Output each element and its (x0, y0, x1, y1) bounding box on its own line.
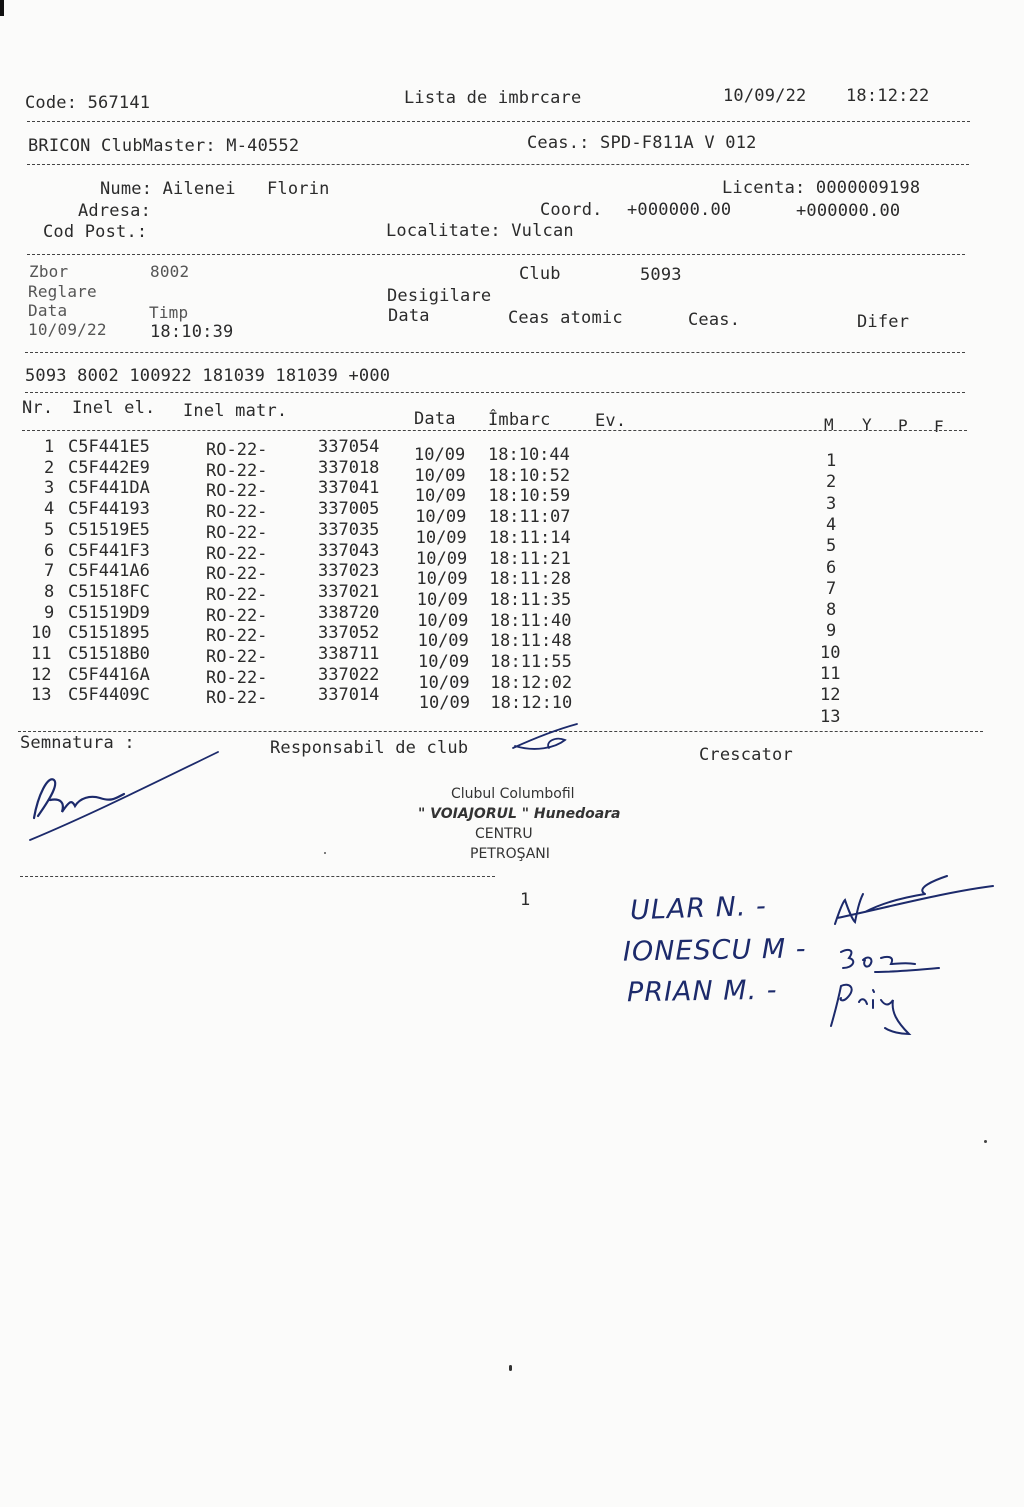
row-inel-matr: 337023 (318, 561, 380, 582)
divider (18, 731, 983, 732)
row-nr: 11 (31, 644, 52, 664)
col-inel-matr: Inel matr. (183, 401, 288, 421)
handwritten-signature-3 (825, 976, 920, 1041)
row-m: 1 (826, 451, 837, 471)
row-boarding-time: 18:12:10 (490, 693, 573, 714)
row-date: 10/09 (415, 507, 467, 528)
row-inel-matr: 337052 (318, 623, 380, 644)
crescator-signature (20, 740, 230, 850)
col-imbarc: Îmbarc (488, 410, 551, 430)
header-date: 10/09/22 (723, 86, 807, 106)
timp-label: Timp (149, 303, 189, 322)
row-nr: 4 (44, 499, 55, 520)
row-nr: 12 (31, 664, 52, 685)
club-stamp-line1: Clubul Columbofil (451, 786, 575, 802)
row-nr: 8 (44, 581, 55, 602)
row-m: 13 (820, 706, 841, 727)
row-inel-matr: 337021 (318, 581, 380, 602)
row-boarding-time: 18:11:21 (489, 548, 571, 569)
row-inel-el: C51519D9 (68, 602, 150, 623)
col-data: Data (414, 409, 456, 429)
row-boarding-time: 18:11:40 (489, 610, 572, 631)
row-m: 12 (820, 685, 841, 706)
paper-speck (324, 852, 326, 854)
row-ring-prefix: RO-22- (206, 502, 268, 523)
table-row (0, 685, 1024, 727)
row-date: 10/09 (418, 693, 470, 714)
row-m: 11 (820, 664, 841, 684)
row-nr: 7 (44, 561, 55, 582)
row-date: 10/09 (417, 631, 469, 652)
zbor-label: Zbor (29, 262, 69, 281)
row-date: 10/09 (414, 445, 466, 465)
row-m: 6 (826, 557, 837, 578)
row-inel-el: C5F441DA (68, 478, 150, 499)
row-inel-el: C5F442E9 (68, 457, 150, 478)
row-inel-matr: 337022 (318, 664, 380, 685)
page-number: 1 (520, 890, 531, 910)
club-stamp-line2: " VOIAJORUL " Hunedoara (418, 806, 621, 822)
row-date: 10/09 (416, 589, 468, 610)
divider (27, 121, 970, 122)
row-date: 10/09 (414, 486, 466, 507)
reglare-time: 18:10:39 (150, 322, 234, 342)
clubmaster-label: BRICON ClubMaster: M-40552 (28, 136, 300, 156)
desigilare-label: Desigilare (387, 286, 492, 306)
row-boarding-time: 18:10:52 (488, 465, 571, 486)
zbor-value: 8002 (150, 262, 190, 281)
header-time: 18:12:22 (846, 86, 930, 106)
handwritten-signature-1 (825, 872, 1000, 932)
row-m: 3 (826, 493, 837, 514)
row-inel-el: C5F44193 (68, 499, 150, 520)
row-date: 10/09 (418, 672, 470, 693)
row-nr: 9 (44, 602, 55, 623)
crescator-label: Crescator (699, 745, 793, 765)
paper-speck (984, 1140, 987, 1143)
paper-speck (509, 1365, 512, 1371)
row-m: 7 (826, 578, 837, 599)
row-m: 10 (820, 642, 841, 663)
reglare-label: Reglare (28, 282, 97, 301)
row-nr: 10 (31, 623, 52, 644)
licenta: Licenta: 0000009198 (722, 178, 921, 198)
difer-label: Difer (857, 312, 910, 332)
row-inel-matr: 337018 (318, 457, 380, 478)
divider (22, 430, 967, 431)
row-inel-el: C5151895 (68, 623, 150, 644)
row-inel-matr: 337043 (318, 540, 380, 561)
col-m: M (824, 415, 834, 434)
coord-x: +000000.00 (627, 200, 732, 220)
row-date: 10/09 (418, 652, 470, 672)
divider (25, 352, 965, 353)
row-ring-prefix: RO-22- (206, 605, 268, 626)
row-date: 10/09 (416, 548, 468, 569)
club-stamp-line4: PETROŞANI (470, 846, 550, 862)
row-ring-prefix: RO-22- (206, 667, 268, 688)
row-boarding-time: 18:11:07 (488, 507, 571, 528)
ceas-col-label: Ceas. (688, 310, 741, 330)
col-ev: Ev. (595, 411, 627, 431)
ceas-label: Ceas.: SPD-F811A V 012 (527, 133, 757, 153)
row-m: 8 (826, 600, 837, 621)
club-value: 5093 (640, 265, 682, 285)
row-boarding-time: 18:11:14 (488, 527, 571, 548)
row-inel-el: C51518B0 (68, 644, 150, 664)
responsabil-signature (505, 718, 585, 758)
coord-y: +000000.00 (796, 201, 901, 221)
handwritten-name-2: IONESCU M - (622, 933, 807, 968)
divider (25, 392, 965, 393)
row-ring-prefix: RO-22- (206, 564, 268, 585)
row-ring-prefix: RO-22- (206, 543, 268, 564)
col-f: F (934, 417, 944, 436)
row-boarding-time: 18:11:55 (490, 652, 572, 672)
code-label: Code: 567141 (25, 93, 151, 113)
coord-label: Coord. (540, 200, 603, 220)
col-y: Y (862, 415, 872, 434)
row-m: 2 (826, 472, 837, 493)
row-nr: 3 (44, 478, 55, 499)
flight-code-line: 5093 8002 100922 181039 181039 +000 (25, 366, 391, 386)
ceas-atomic-label: Ceas atomic (508, 308, 623, 328)
row-ring-prefix: RO-22- (206, 647, 268, 667)
row-ring-prefix: RO-22- (206, 481, 268, 502)
row-inel-el: C51519E5 (68, 519, 150, 540)
row-boarding-time: 18:11:35 (489, 589, 572, 610)
divider (27, 254, 965, 255)
row-nr: 13 (31, 685, 52, 706)
row-boarding-time: 18:10:59 (488, 486, 571, 507)
divider (20, 876, 495, 877)
row-m: 5 (826, 536, 837, 557)
handwritten-name-3: PRIAN M. - (626, 974, 778, 1009)
col-nr: Nr. (22, 398, 54, 418)
desigilare-data-label: Data (388, 306, 430, 326)
row-ring-prefix: RO-22- (206, 440, 268, 460)
semnatura-label: Semnatura : (20, 733, 135, 753)
scan-edge-mark (0, 0, 4, 16)
row-nr: 1 (44, 437, 55, 457)
row-boarding-time: 18:11:28 (489, 569, 572, 590)
row-m: 4 (826, 514, 837, 535)
reglare-date: 10/09/22 (28, 320, 107, 339)
divider (27, 164, 969, 165)
row-ring-prefix: RO-22- (206, 584, 268, 605)
adresa-label: Adresa: (78, 201, 152, 221)
responsabil-label: Responsabil de club (270, 738, 469, 758)
cod-post-label: Cod Post.: (43, 222, 148, 242)
row-inel-matr: 338720 (318, 602, 380, 623)
row-inel-matr: 337014 (318, 685, 380, 706)
handwritten-name-1: ULAR N. - (629, 890, 768, 927)
club-label: Club (519, 264, 561, 284)
data-label: Data (28, 301, 68, 320)
row-nr: 6 (44, 540, 55, 561)
row-m: 9 (826, 621, 837, 642)
row-inel-matr: 337005 (318, 499, 380, 520)
localitate: Localitate: Vulcan (386, 221, 574, 241)
row-ring-prefix: RO-22- (206, 522, 268, 543)
row-boarding-time: 18:12:02 (490, 672, 573, 693)
row-inel-el: C5F4416A (68, 664, 150, 685)
row-boarding-time: 18:11:48 (489, 631, 572, 652)
row-inel-matr: 337041 (318, 478, 380, 499)
row-boarding-time: 18:10:44 (488, 445, 570, 465)
row-inel-el: C5F441F3 (68, 540, 150, 561)
row-date: 10/09 (417, 610, 469, 631)
row-inel-el: C5F441A6 (68, 561, 150, 582)
club-stamp-line3: CENTRU (475, 826, 533, 842)
row-inel-matr: 337054 (318, 437, 380, 457)
row-date: 10/09 (415, 527, 467, 548)
row-inel-el: C51518FC (68, 581, 150, 602)
row-inel-el: C5F441E5 (68, 437, 150, 457)
row-nr: 2 (44, 457, 55, 478)
row-inel-el: C5F4409C (68, 685, 150, 706)
col-inel-el: Inel el. (72, 398, 156, 418)
row-date: 10/09 (414, 465, 466, 486)
document-title: Lista de imbrcare (404, 88, 582, 108)
row-date: 10/09 (416, 569, 468, 590)
row-inel-matr: 338711 (318, 644, 380, 664)
row-ring-prefix: RO-22- (206, 688, 268, 709)
row-ring-prefix: RO-22- (206, 626, 268, 647)
row-ring-prefix: RO-22- (206, 460, 268, 481)
row-inel-matr: 337035 (318, 519, 380, 540)
row-nr: 5 (44, 519, 55, 540)
col-p: P (898, 416, 908, 435)
owner-name: Nume: Ailenei Florin (100, 179, 330, 199)
